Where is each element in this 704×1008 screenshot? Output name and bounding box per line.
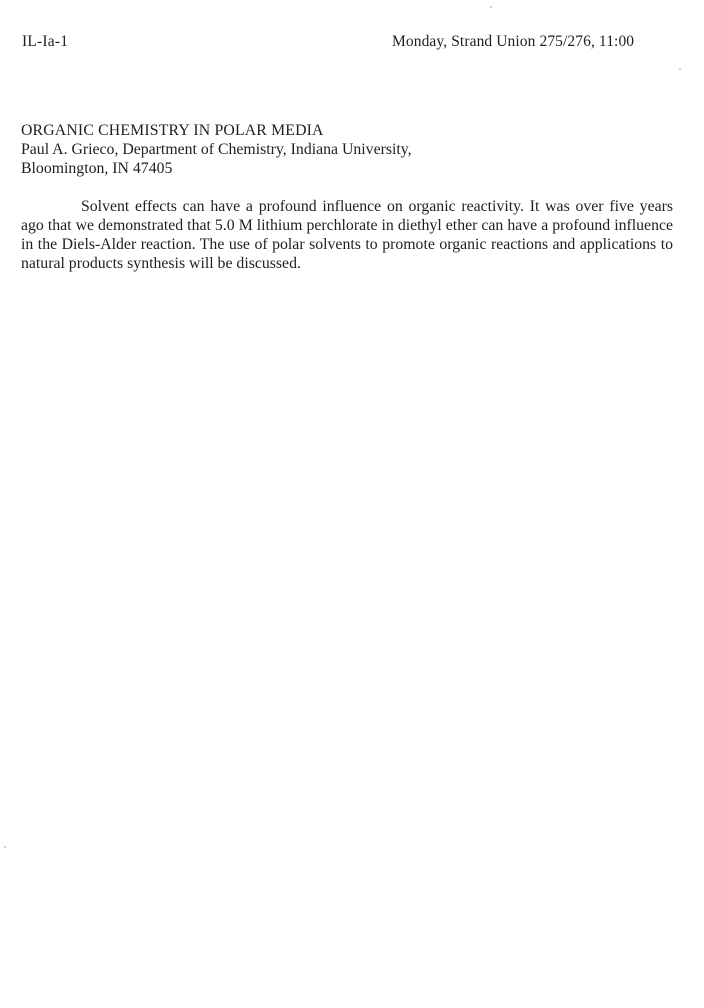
author-affiliation: Paul A. Grieco, Department of Chemistry, Indiana University,: [21, 141, 412, 158]
scan-speck: [679, 68, 681, 70]
abstract-body: Solvent effects can have a profound influence on organic reactivity. It was over five years ago that we demonstrated that 5.0 M lithium perchlorate in diethyl ether can have a profound influence in the Diels-Alder reaction. The use of polar solvents to promote organic reactions and applications to natural products synthesis will be discussed.: [21, 198, 673, 272]
session-info: Monday, Strand Union 275/276, 11:00: [392, 33, 635, 50]
abstract-title: ORGANIC CHEMISTRY IN POLAR MEDIA: [21, 122, 324, 139]
scan-speck: [4, 846, 6, 848]
author-address: Bloomington, IN 47405: [21, 160, 173, 177]
abstract-block: [21, 121, 681, 273]
session-code: IL-Ia-1: [22, 33, 69, 50]
scan-speck: [490, 6, 492, 8]
